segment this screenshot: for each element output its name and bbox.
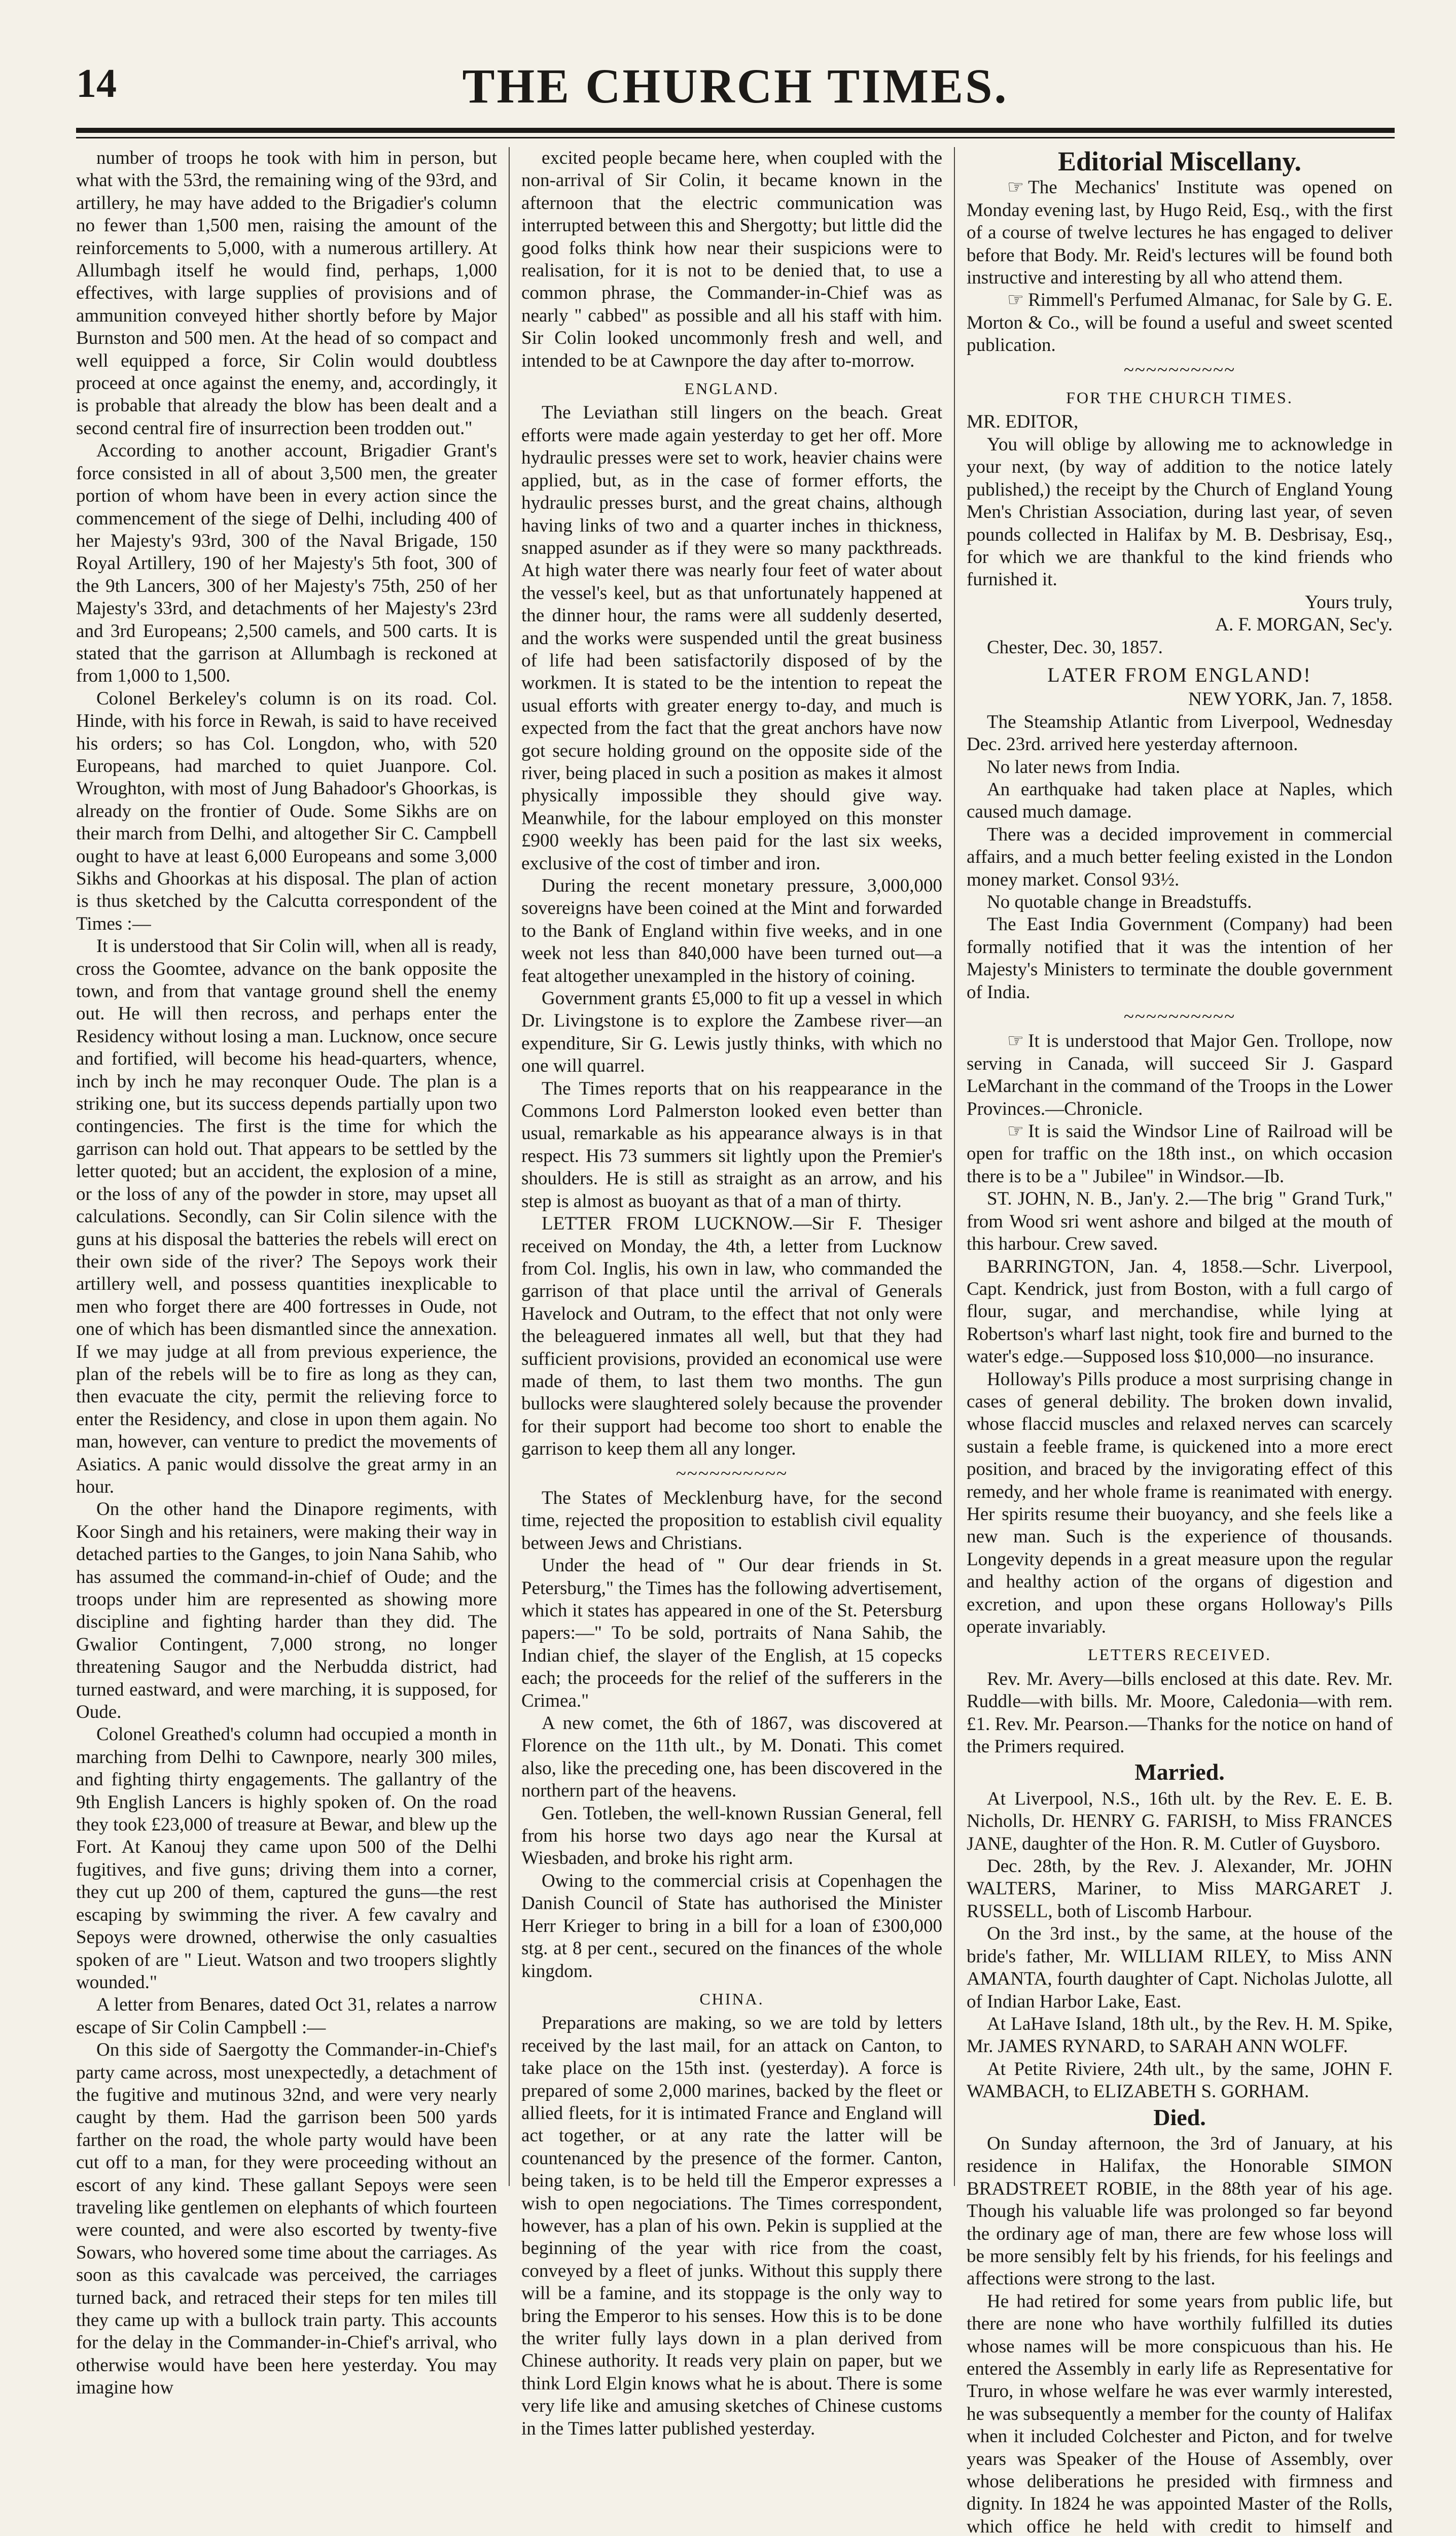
paragraph: The Times reports that on his reappearance in the Commons Lord Palmerston looked even better than usual, remarkable as his appearance always is in that respect. His 73 summers sit lightly upon the Premier's shoulders. He is still as straight as an arrow, and his step is almost as buoyant as that of a man of thirty.: [521, 1078, 942, 1212]
paragraph: The Steamship Atlantic from Liverpool, Wednesday Dec. 23rd. arrived here yesterday afternoon.: [967, 711, 1393, 755]
paragraph: No later news from India.: [987, 756, 1181, 778]
pointing-hand-icon: ☞: [1007, 290, 1024, 311]
separator-flourish: ~~~~~~~~~~: [676, 1463, 788, 1484]
paragraph: Preparations are making, so we are told by letters received by the last mail, for an attack on Canton, to take place on the 15th inst. (yesterday). A force is prepared of some 2,000 marines, backed by the fleet or allied fleets, for it is intimated France and England will act together, or at any rate the latter will be countenanced by the presence of the former. Canton, being taken, is to be held till the Emperor expresses a wish to open negociations. The Times correspondent, however, has a plan of his own. Pekin is supplied at the beginning of the year with rice from the coast, conveyed by a fleet of junks. Without this supply there will be a famine, and its stoppage is the only way to bring the Emperor to his senses. How this is to be done the writer fully lays down in a plan derived from Chinese authority. It reads very plain on paper, but we think Lord Elgin knows what he is about. There is some very life like and amusing sketches of Chinese customs in the Times latter published yesterday.: [521, 2013, 942, 2439]
paragraph: He had retired for some years from public life, but there are none who have worthily fulfilled its duties whose names will be more conspicuous than his. He entered the Assembly in early life as Representative for Truro, in whose welfare he was ever warmly interested, he was subsequently a member for the county of Halifax when it included Colchester and Picton, and for twelve years was Speaker of the House of Assembly, over whose deliberations he presided with firmness and dignity. In 1824 he was appointed Master of the Rolls, which office he held with credit to himself and: [967, 2291, 1393, 2536]
pointing-hand-icon: ☞: [1007, 177, 1024, 198]
newspaper-title: THE CHURCH TIMES.: [462, 59, 1009, 113]
section-heading-editorial: Editorial Miscellany.: [1058, 146, 1301, 177]
column-3: [967, 146, 1393, 2536]
separator-flourish: ~~~~~~~~~~: [1123, 1006, 1236, 1028]
paragraph: It is understood that Sir Colin will, when all is ready, cross the Goomtee, advance on the bank opposite the town, and from that vantage ground shell the enemy out. He will then recross, and perhaps enter the Residency without losing a man. Lucknow, once secure and fortified, will become his head-quarters, whence, inch by inch he may reconquer Oude. The plan is a striking one, but its success depends partially upon two contingencies. The first is the time for which the garrison can hold out. That appears to be settled by the letter quoted; but an accident, the explosion of a mine, or the loss of any of the powder in store, may upset all calculations. Secondly, can Sir Colin silence with the guns at his disposal the batteries the rebels will erect on their own side of the river? The Sepoys work their artillery well, and possess quantities inexplicable to men who forget there are 400 fortresses in Oude, not one of which has been dismantled since the annexation. If we may judge at all from previous experience, the plan of the rebels will be to fire as long as they can, then evacuate the city, permit the relieving force to enter the Residency, and close in upon them again. No man, however, can venture to predict the movements of Asiatics. A panic would dissolve the great army in an hour.: [76, 936, 497, 1497]
paragraph: LETTER FROM LUCKNOW.—Sir F. Thesiger received on Monday, the 4th, a letter from Lucknow from Col. Inglis, his own in law, who commanded the garrison of that place until the arrival of Generals Havelock and Outram, to the effect that not only were the beleaguered inmates all well, but that they had sufficient provisions, provided an economical use were made of them, to last them two months. The gun bullocks were slaughtered solely because the provender for their support had become too short to enable the garrison to keep them all any longer.: [521, 1213, 942, 1460]
paragraph: Under the head of " Our dear friends in St. Petersburg," the Times has the following advertisement, which it states has appeared in one of the St. Petersburg papers:—" To be sold, portraits of Nana Sahib, the Indian chief, the slayer of the English, at 15 copecks each; the proceeds for the relief of the sufferers in the Crimea.": [521, 1555, 942, 1711]
letter-body: You will oblige by allowing me to acknowledge in your next, (by way of addition to the notice lately published,) the receipt by the Church of England Young Men's Christian Association, during last year, of seven pounds collected in Halifax by M. B. Desbrisay, Esq., for which we are thankful to the kind friends who furnished it.: [967, 434, 1393, 590]
paragraph: Holloway's Pills produce a most surprising change in cases of general debility. The broken down invalid, whose flaccid muscles and relaxed nerves can scarcely sustain a feeble frame, is quickened into a more erect position, and braced by the invigorating effect of this remedy, and her whole frame is reanimated with energy. Her spirits resume their buoyancy, and she feels like a new man. Such is the experience of thousands. Longevity depends in a great measure upon the regular and healthy action of the organs of digestion and excretion, and upon these organs Holloway's Pills operate invariably.: [967, 1368, 1393, 1637]
paragraph: A letter from Benares, dated Oct 31, relates a narrow escape of Sir Colin Campbell :—: [76, 1994, 497, 2038]
notice-text: It is understood that Major Gen. Trollope, now serving in Canada, will succeed Sir J. Gaspard LeMarchant in the command of the Troops in the Lower Provinces.—Chronicle.: [967, 1031, 1393, 1119]
paragraph: The Leviathan still lingers on the beach. Great efforts were made again yesterday to get her off. More hydraulic presses were set to work, heavier chains were applied, but, as in the case of former efforts, the hydraulic presses burst, and the great chains, although having links of two and a quarter inches in thickness, snapped asunder as if they were so many packthreads. At high water there was nearly four feet of water about the vessel's keel, but as that unfortunately happened at the dinner hour, the rams were all suddenly deserted, and the works were suspended until the great business of life had been satisfactorily disposed of by the workmen. It is stated to be the intention to repeat the usual efforts with greater energy to-day, and much is expected from the fact that the great anchors have now got secure holding ground on the opposite side of the river, being placed in such a position as makes it almost physically impossible they should give way. Meanwhile, for the labour employed on this monster £900 weekly has been paid for the last six weeks, exclusive of the cost of timber and iron.: [521, 402, 942, 874]
paragraph: ST. JOHN, N. B., Jan'y. 2.—The brig " Grand Turk," from Wood sri went ashore and bilged at the mouth of this harbour. Crew saved.: [967, 1188, 1393, 1255]
paragraph: excited people became here, when coupled with the non-arrival of Sir Colin, it became known in the afternoon that the electric communication was interrupted between this and Shergotty; but little did the good folks think how near their suspicions were to realisation, for it is not to be denied that, to use a common phrase, the Commander-in-Chief was as nearly " cabbed" as possible and all his staff with him. Sir Colin looked uncommonly fresh and well, and intended to be at Cawnpore the day after to-morrow.: [521, 148, 942, 371]
notice-text: The Mechanics' Institute was opened on Monday evening last, by Hugo Reid, Esq., with the first of a course of twelve lectures he has engaged to deliver before that Body. Mr. Reid's lectures will be found both instructive and interesting by all who attend them.: [967, 177, 1393, 289]
masthead: [76, 51, 1395, 127]
paragraph: According to another account, Brigadier Grant's force consisted in all of about 3,500 men, the greater portion of whom have been in every action since the commencement of the siege of Delhi, including 400 of her Majesty's 93rd, 300 of the Naval Brigade, 150 Royal Artillery, 190 of her Majesty's 5th foot, 300 of the 9th Lancers, 300 of her Majesty's 75th, 250 of her Majesty's 33rd, and detachments of her Majesty's 23rd and 3rd Europeans; 2,500 camels, and 500 carts. It is stated that the garrison at Allumbagh is reckoned at from 1,000 to 1,500.: [76, 440, 497, 687]
section-heading-letters-received: LETTERS RECEIVED.: [1087, 1645, 1272, 1664]
paragraph: The States of Mecklenburg have, for the second time, rejected the proposition to establish civil equality between Jews and Christians.: [521, 1487, 942, 1554]
column-1: [76, 147, 497, 2399]
paragraph: The East India Government (Company) had been formally notified that it was the intention of her Majesty's Ministers to terminate the double government of India.: [967, 914, 1393, 1003]
paragraph: On this side of Saergotty the Commander-in-Chief's party came across, most unexpectedly, a detachment of the fugitive and mutinous 32nd, and were very nearly caught by them. Had the garrison been 500 yards farther on the road, the whole party would have been cut off to a man, for they were proceeding without an escort of any kind. These gallant Sepoys were seen traveling like gentlemen on elephants of which fourteen were counted, and were also escorted by twenty-five Sowars, who hovered some time about the carriages. As soon as this cavalcade was perceived, the carriages turned back, and retraced their steps for ten miles till they came up with a bullock train party. This accounts for the delay in the Commander-in-Chief's arrival, who otherwise would have been here yesterday. You may imagine how: [76, 2039, 497, 2399]
pointing-hand-icon: ☞: [1007, 1031, 1024, 1052]
paragraph: [967, 1030, 1393, 1120]
page-number: 14: [76, 61, 117, 106]
section-heading-later-from-england: LATER FROM ENGLAND!: [1047, 663, 1312, 686]
masthead-rule-thick: [76, 128, 1395, 133]
notice-entry: Dec. 28th, by the Rev. J. Alexander, Mr. JOHN WALTERS, Mariner, to Miss MARGARET J. RUSSELL, both of Liscomb Harbour.: [967, 1856, 1393, 1922]
letter-closing: Yours truly,: [1305, 591, 1393, 613]
notice-entry: On the 3rd inst., by the same, at the house of the bride's father, Mr. WILLIAM RILEY, to Miss ANN AMANTA, fourth daughter of Capt. Nicholas Julotte, all of Indian Harbor Lake, East.: [967, 1923, 1393, 2012]
notice-entry: At Petite Riviere, 24th ult., by the same, JOHN F. WAMBACH, to ELIZABETH S. GORHAM.: [967, 2058, 1393, 2102]
paragraph: Colonel Berkeley's column is on its road. Col. Hinde, with his force in Rewah, is said to have received his orders; so has Col. Longdon, who, with 520 Europeans, had marched to quiet Juanpore. Col. Wroughton, with most of Jung Bahadoor's Ghoorkas, is already on the frontier of Oude. Some Sikhs are on their march from Delhi, and altogether Sir C. Campbell ought to have at least 6,000 Europeans and some 3,000 Sikhs and Ghoorkas at his disposal. The plan of action is thus sketched by the Calcutta correspondent of the Times :—: [76, 688, 497, 934]
paragraph: Owing to the commercial crisis at Copenhagen the Danish Council of State has authorised the Minister Herr Krieger to bring in a bill for a loan of £300,000 stg. at 8 per cent., secured on the finances of the whole kingdom.: [521, 1870, 942, 1982]
paragraph: [967, 289, 1393, 357]
pointing-hand-icon: ☞: [1007, 1121, 1024, 1142]
notice-entry: At Liverpool, N.S., 16th ult. by the Rev. E. E. B. Nicholls, Dr. HENRY G. FARISH, to Miss FRANCES JANE, daughter of the Hon. R. M. Cutler of Guysboro.: [967, 1788, 1393, 1854]
notice-text: Rimmell's Perfumed Almanac, for Sale by G. E. Morton & Co., will be found a useful and sweet scented publication.: [967, 290, 1393, 356]
paragraph: Gen. Totleben, the well-known Russian General, fell from his horse two days ago near the Kursal at Wiesbaden, and broke his right arm.: [521, 1803, 942, 1869]
notice-text: It is said the Windsor Line of Railroad will be open for traffic on the 18th inst., on which occasion there is to be a " Jubilee" in Windsor.—Ib.: [967, 1121, 1393, 1187]
paragraph: [967, 1120, 1393, 1188]
paragraph: Rev. Mr. Avery—bills enclosed at this date. Rev. Mr. Ruddle—with bills. Mr. Moore, Caledonia—with rem. £1. Rev. Mr. Pearson.—Thanks for the notice on hand of the Primers required.: [967, 1668, 1393, 1757]
section-heading-married: Married.: [1134, 1759, 1225, 1785]
paragraph: number of troops he took with him in person, but what with the 53rd, the remaining wing of the 93rd, and artillery, he may have added to the Brigadier's column no fewer than 1,500 men, raising the amount of the reinforcements to 5,000, with a numerous artillery. At Allumbagh itself he would find, perhaps, 1,000 effectives, with large supplies of provisions and of ammunition conveyed hither shortly before by Major Burnston and 500 men. At the head of so compact and well equipped a force, Sir Colin would doubtless proceed at once against the enemy, and, accordingly, it is probable that already the blow has been dealt and a second central fire of insurrection been trodden out.": [76, 148, 497, 439]
paragraph: BARRINGTON, Jan. 4, 1858.—Schr. Liverpool, Capt. Kendrick, just from Boston, with a full cargo of flour, sugar, and merchandise, while lying at Robertson's wharf last night, took fire and burned to the water's edge.—Supposed loss $10,000—no insurance.: [967, 1256, 1393, 1367]
letter-heading: FOR THE CHURCH TIMES.: [1066, 389, 1293, 407]
paragraph: During the recent monetary pressure, 3,000,000 sovereigns have been coined at the Mint and forwarded to the Bank of England within five weeks, and in one week not less than 840,000 have been turned out—a feat altogether unexampled in the history of coining.: [521, 875, 942, 987]
masthead-rule-thin: [76, 137, 1395, 138]
paragraph: On Sunday afternoon, the 3rd of January, at his residence in Halifax, the Honorable SIMON BRADSTREET ROBIE, in the 88th year of his age. Though his valuable life was prolonged so far beyond the ordinary age of man, there are few whose loss will be more sensibly felt by his friends, for his feelings and affections were strong to the last.: [967, 2133, 1393, 2290]
paragraph: There was a decided improvement in commercial affairs, and a much better feeling existed in the London money market. Consol 93½.: [967, 824, 1393, 890]
section-heading-china: CHINA.: [699, 1989, 764, 2008]
paragraph: [967, 177, 1393, 289]
column-divider: [509, 147, 510, 2186]
letter-signature: A. F. MORGAN, Sec'y.: [1215, 614, 1393, 636]
column-2: [521, 147, 942, 2439]
paragraph: Colonel Greathed's column had occupied a month in marching from Delhi to Cawnpore, nearly 300 miles, and fighting thirty engagements. The gallantry of the 9th English Lancers is highly spoken of. On the road they took £23,000 of treasure at Bewar, and blew up the Fort. At Kanouj they came upon 500 of the Delhi fugitives, and five guns; driving them into a corner, they cut up 200 of them, captured the guns—the rest escaping by swimming the river. A few cavalry and Sepoys were drowned, otherwise the only casualties spoken of are " Lieut. Watson and two troopers slightly wounded.": [76, 1724, 497, 1993]
paragraph: No quotable change in Breadstuffs.: [987, 892, 1252, 912]
paragraph: On the other hand the Dinapore regiments, with Koor Singh and his retainers, were making their way in detached parties to the Ganges, to join Nana Sahib, who has assumed the command-in-chief of Oude; and the troops under him are represented as showing more discipline and fighting harder than they did. The Gwalior Contingent, 7,000 strong, no longer threatening Saugor and the Nerbudda district, had turned eastward, and were marching, it is supposed, for Oude.: [76, 1499, 497, 1723]
letter-dateline: Chester, Dec. 30, 1857.: [987, 637, 1163, 658]
dateline: NEW YORK, Jan. 7, 1858.: [1188, 689, 1393, 710]
section-heading-died: Died.: [1153, 2104, 1206, 2130]
section-heading-england: ENGLAND.: [684, 379, 779, 398]
paragraph: An earthquake had taken place at Naples, which caused much damage.: [967, 779, 1393, 823]
paragraph: A new comet, the 6th of 1867, was discovered at Florence on the 11th ult., by M. Donati. This comet also, like the preceding one, has been discovered in the northern part of the heavens.: [521, 1713, 942, 1802]
separator-flourish: ~~~~~~~~~~: [1123, 359, 1236, 380]
letter-salutation: MR. EDITOR,: [967, 411, 1079, 433]
column-divider: [954, 147, 955, 2186]
notice-entry: At LaHave Island, 18th ult., by the Rev. H. M. Spike, Mr. JAMES RYNARD, to SARAH ANN WOLFF.: [967, 2013, 1393, 2057]
paragraph: Government grants £5,000 to fit up a vessel in which Dr. Livingstone is to explore the Zambese river—an expenditure, Sir G. Lewis justly thinks, with which no one will quarrel.: [521, 988, 942, 1077]
